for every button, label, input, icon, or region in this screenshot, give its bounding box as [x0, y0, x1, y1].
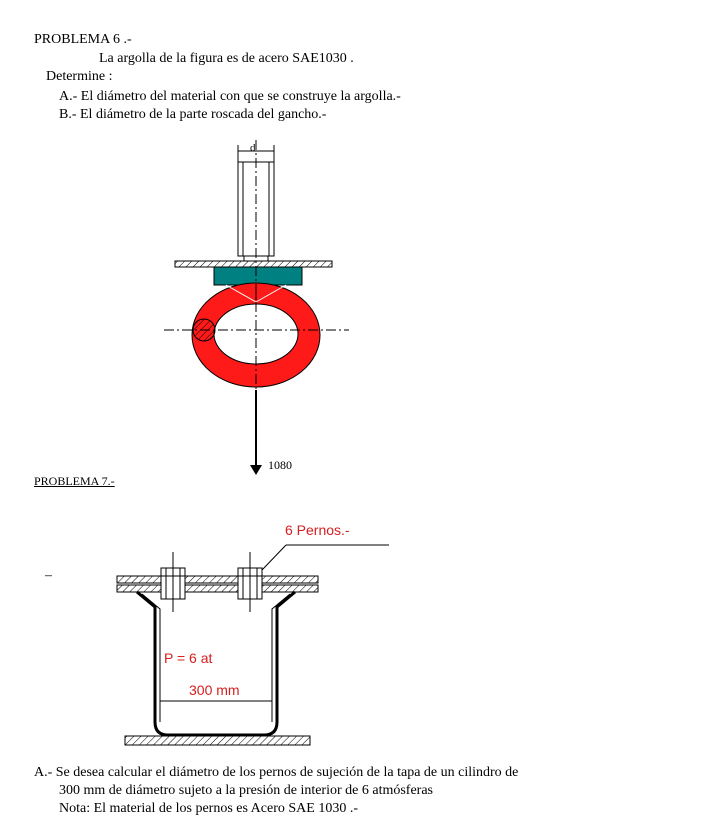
problem7-item-a-line2: 300 mm de diámetro sujeto a la presión de interior de 6 atmósferas [59, 783, 434, 798]
problem6-statement: La argolla de la figura es de acero SAE1030 . [99, 51, 354, 66]
bolts-label: 6 Pernos.- [285, 522, 350, 538]
load-label: 1080 [268, 458, 292, 472]
diameter-label: 300 mm [189, 682, 240, 698]
problem6-determine: Determine : [46, 69, 113, 84]
pressure-label: P = 6 at [164, 650, 213, 666]
dimension-label: d [250, 142, 256, 154]
problem6-item-a: A.- El diámetro del material con que se construye la argolla.- [59, 89, 401, 104]
problem6-item-b: B.- El diámetro de la parte roscada del gancho.- [59, 107, 327, 122]
teal-block [214, 267, 302, 285]
problem7-item-a-line1: A.- Se desea calcular el diámetro de los pernos de sujeción de la tapa de un cilindro de [34, 765, 519, 780]
bolt-right [234, 552, 266, 612]
bolt-left [157, 552, 189, 612]
problem7-title: PROBLEMA 7.- [34, 474, 115, 488]
cylinder-figure [117, 545, 389, 745]
problem7-dash: – [45, 568, 52, 583]
load-arrow [250, 390, 262, 475]
problem7-note: Nota: El material de los pernos es Acero SAE 1030 .- [59, 801, 358, 816]
problem6-title: PROBLEMA 6 .- [34, 32, 132, 47]
support-plate [175, 261, 332, 267]
